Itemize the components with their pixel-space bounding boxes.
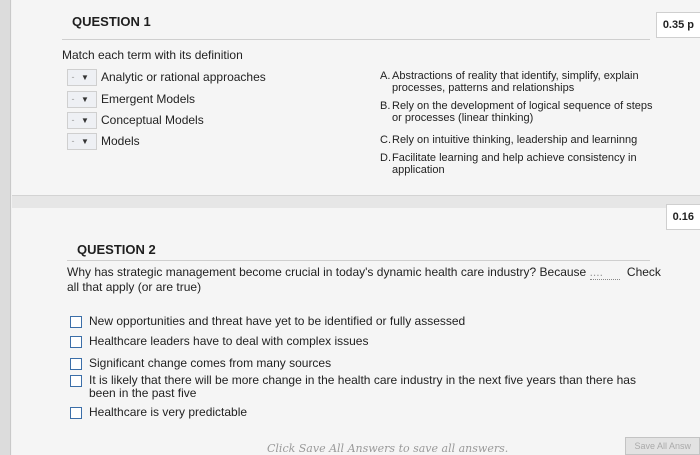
checkbox[interactable] <box>70 407 82 419</box>
option-b: B. Rely on the development of logical sequence of steps or processes (linear thinking) <box>380 100 653 124</box>
match-row-analytic <box>67 68 266 86</box>
match-row-conceptual <box>67 111 204 129</box>
question-2-title: QUESTION 2 <box>77 242 156 257</box>
save-all-button[interactable]: Save All Answ <box>625 437 700 455</box>
match-select-emergent[interactable]: - ▼ <box>67 91 97 108</box>
question-2-points: 0.16 <box>666 204 700 230</box>
match-row-emergent <box>67 90 195 108</box>
match-row-models <box>67 132 140 150</box>
choice-row[interactable]: Significant change comes from many sources <box>70 357 331 370</box>
question-2-prompt: Why has strategic management become crucial in today's dynamic health care industry? Because .... Check all that apply (or are true) <box>67 265 661 294</box>
option-d: D. Facilitate learning and help achieve consistency in application <box>380 152 637 176</box>
option-c: C. Rely on intuitive thinking, leadership and learninng <box>380 134 638 146</box>
question-separator <box>12 195 700 209</box>
question-2-divider <box>67 260 650 261</box>
chevron-down-icon: ▼ <box>81 94 89 104</box>
checkbox[interactable] <box>70 375 82 387</box>
chevron-down-icon: ▼ <box>81 115 89 125</box>
checkbox[interactable] <box>70 336 82 348</box>
save-all-hint-link[interactable]: Click Save All Answers to save all answers. <box>267 442 509 455</box>
left-gutter <box>0 0 11 455</box>
question-1-points: 0.35 p <box>656 12 700 38</box>
term-label: Analytic or rational approaches <box>101 70 266 84</box>
checkbox[interactable] <box>70 316 82 328</box>
term-label: Emergent Models <box>101 92 196 106</box>
match-select-conceptual[interactable]: - ▼ <box>67 112 97 129</box>
chevron-down-icon: ▼ <box>81 72 89 82</box>
option-a: A. Abstractions of reality that identify, simplify, explain processes, patterns and relationships <box>380 70 639 94</box>
choice-row[interactable]: Healthcare leaders have to deal with complex issues <box>70 335 368 348</box>
checkbox[interactable] <box>70 358 82 370</box>
match-select-analytic[interactable]: - ▼ <box>67 69 97 86</box>
question-1-instruction: Match each term with its definition <box>62 48 243 62</box>
question-2-panel <box>12 208 700 455</box>
question-1-divider <box>62 39 650 40</box>
question-1-title: QUESTION 1 <box>72 14 151 29</box>
chevron-down-icon: ▼ <box>81 136 89 146</box>
match-select-models[interactable]: - ▼ <box>67 133 97 150</box>
term-label: Models <box>101 134 140 148</box>
choice-row[interactable]: New opportunities and threat have yet to be identified or fully assessed <box>70 315 465 328</box>
question-1-panel <box>12 0 700 195</box>
blank-field: .... <box>590 265 620 280</box>
choice-row[interactable]: Healthcare is very predictable <box>70 406 247 419</box>
term-label: Conceptual Models <box>101 113 204 127</box>
choice-row[interactable]: It is likely that there will be more change in the health care industry in the next five years than there has been in the past five <box>70 374 660 400</box>
